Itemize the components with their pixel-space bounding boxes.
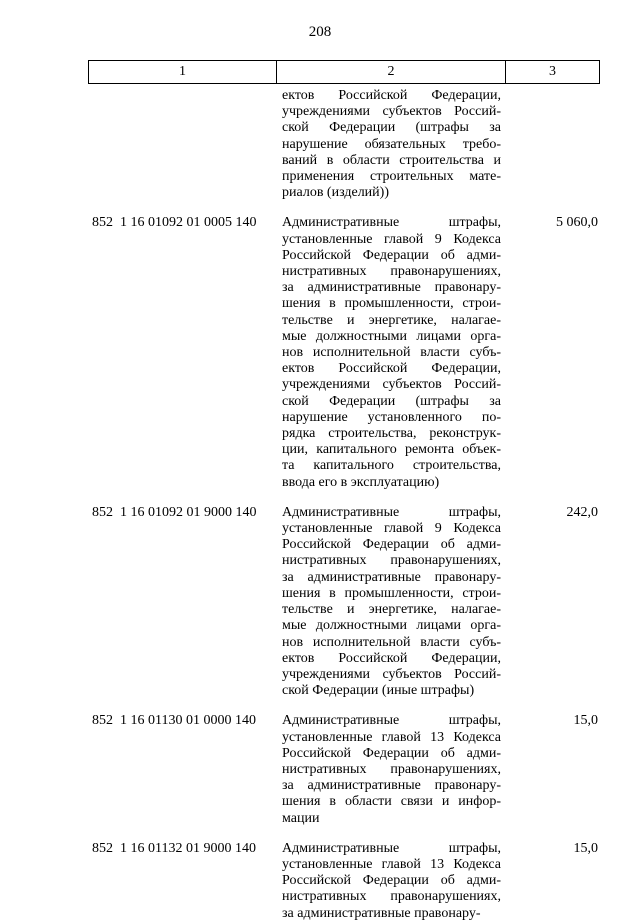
description-line: Российской Федерации об адми- [282,247,501,263]
description-line: нарушение установленного по- [282,409,501,425]
description-line: мые должностными лицами орга- [282,618,501,634]
description-line: тельстве и энергетике, налагае- [282,602,501,618]
table-header [88,60,600,84]
description-line: ектов Российской Федерации, [282,650,501,666]
table-row [0,215,640,490]
table-row [0,505,640,699]
description-line: за административные правонару- [282,778,501,794]
header-col-2: 2 [277,61,506,83]
description-line: установленные главой 13 Кодекса [282,856,501,872]
header-col-3: 3 [549,64,556,79]
revenue-description [282,88,501,201]
description-line: нов исполнительной власти субъ- [282,345,501,361]
table-row [0,841,640,922]
description-line: нистративных правонарушениях, [282,889,501,905]
description-line: применения строительных мате- [282,169,501,185]
description-line: за административные правонару- [282,280,501,296]
description-line: Административные штрафы, [282,713,501,729]
description-line: учреждениями субъектов Россий- [282,666,501,682]
description-line: мые должностными лицами орга- [282,328,501,344]
amount-value: 5 060,0 [556,215,598,231]
description-line: ектов Российской Федерации, [282,88,501,103]
description-line: риалов (изделий)) [282,185,389,201]
description-line: ской Федерации (штрафы за [282,393,501,409]
description-line: установленные главой 9 Кодекса [282,231,501,247]
description-line: тельстве и энергетике, налагае- [282,312,501,328]
budget-code: 852 1 16 01132 01 9000 140 [92,840,256,856]
description-line: нарушение обязательных требо- [282,136,501,152]
page-number: 208 [308,24,332,40]
description-line: учреждениями субъектов Россий- [282,104,501,120]
table-row [0,713,640,826]
header-col-1: 1 [89,61,277,83]
description-line: шения в промышленности, строи- [282,296,501,312]
revenue-description [282,841,501,922]
description-line: шения в области связи и инфор- [282,794,501,810]
description-line: за административные правонару- [282,905,481,921]
description-line: нистративных правонарушениях, [282,264,501,280]
budget-code: 852 1 16 01092 01 9000 140 [92,504,257,520]
amount-value: 15,0 [573,713,598,729]
budget-code: 852 1 16 01130 01 0000 140 [92,713,256,729]
description-line: рядка строительства, реконструк- [282,426,501,442]
description-line: установленные главой 13 Кодекса [282,729,501,745]
description-line: ской Федерации (штрафы за [282,120,501,136]
description-line: та капитального строительства, [282,458,501,474]
description-line: ектов Российской Федерации, [282,361,501,377]
description-line: нистративных правонарушениях, [282,553,501,569]
description-line: мации [282,810,320,826]
description-line: ской Федерации (иные штрафы) [282,683,475,699]
description-line: Административные штрафы, [282,840,501,856]
description-line: ваний в области строительства и [282,152,501,168]
table-row [0,88,640,201]
amount-value: 242,0 [566,504,598,520]
revenue-description [282,215,501,490]
description-line: учреждениями субъектов Россий- [282,377,501,393]
description-line: нистративных правонарушениях, [282,761,501,777]
description-line: ввода его в эксплуатацию) [282,474,440,490]
description-line: нов исполнительной власти субъ- [282,634,501,650]
revenue-description [282,713,501,826]
description-line: Административные штрафы, [282,504,501,520]
table-body [0,88,640,922]
description-line: установленные главой 9 Кодекса [282,521,501,537]
description-line: Российской Федерации об адми- [282,745,501,761]
description-line: за административные правонару- [282,569,501,585]
amount-value: 15,0 [573,840,598,856]
description-line: Российской Федерации об адми- [282,537,501,553]
description-line: Административные штрафы, [282,215,501,231]
budget-code: 852 1 16 01092 01 0005 140 [92,215,257,231]
description-line: Российской Федерации об адми- [282,873,501,889]
description-line: шения в промышленности, строи- [282,585,501,601]
revenue-description [282,505,501,699]
description-line: ции, капитального ремонта объек- [282,442,501,458]
